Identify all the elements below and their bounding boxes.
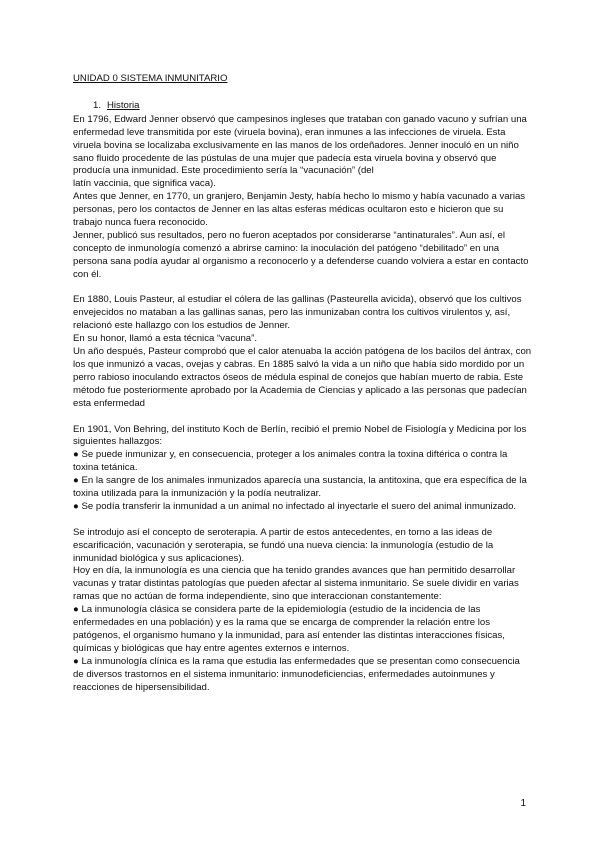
paragraph-gap [73,282,533,295]
paragraph-seroterapia: Se introdujo así el concepto de seroterapia. A partir de estos antecedentes, en torno a las ideas de escarificación, vacunación y seroterapia, se fundó una nueva ciencia: la inmunología (estudio de la inmunidad biológica y sus aplicaciones). [73,526,494,564]
section-heading [93,100,533,113]
paragraph-jenner-latin: latín vaccinia, que significa vaca). [73,178,216,190]
bullet-item: ● Se puede inmunizar y, en consecuencia, proteger a los animales contra la toxina diftérica o contra la toxina tetánica. [73,449,508,474]
paragraph-gap [73,514,533,527]
paragraph-jenner-results: Jenner, publicó sus resultados, pero no fueron aceptados por considerarse “antinaturales”. Aun así, el concepto de inmunología comenzó a abrirse camino: la inoculación del patógeno “debilitado” en una persona sana podía ayudar al organismo a reconocerlo y a defenderse cuando volviera a estar en contacto con él. [73,229,529,280]
paragraph-behring-1901: En 1901, Von Behring, del instituto Koch de Berlín, recibió el premio Nobel de Fisiología y Medicina por los siguientes hallazgos: [73,423,527,448]
paragraph-gap [73,411,533,424]
section-number: 1. [93,99,102,111]
paragraph-jesty-1770: Antes que Jenner, en 1770, un granjero, Benjamin Jesty, había hecho lo mismo y había vacunado a varias personas, pero los contactos de Jenner en las altas esferas médicas ocultaron esto e hicieron que su trabajo nunca fuera reconocido. [73,191,526,229]
paragraph-pasteur-honor: En su honor, llamó a esta técnica “vacuna”. [73,333,257,345]
document-body [73,73,533,695]
document-title: UNIDAD 0 SISTEMA INMUNITARIO [73,73,228,84]
paragraph-pasteur-anthrax: Un año después, Pasteur comprobó que el calor atenuaba la acción patógena de los bacilos del ántrax, con los que inmunizó a vacas, ovejas y cabras. En 1885 salvó la vida a un niño que había sido mordido por un perro rabioso inoculando extractos óseos de médula espinal de conejos que habían muerto de rabia. Este método fue posteriormente aprobado por la Academia de Ciencias y aplicado a las personas que padecían esta enfermedad [73,346,532,409]
bullet-item: ● Se podía transferir la inmunidad a un animal no infectado al inyectarle el suero del animal inmunizado. [73,500,517,512]
section-title: Historia [107,99,140,111]
paragraph-jenner-1796: En 1796, Edward Jenner observó que campesinos ingleses que trataban con ganado vacuno y sufrían una enfermedad leve transmitida por este (viruela bovina), eran inmunes a las infecciones de viruela. Esta viruela bovina se localizaba exclusivamente en las manos de los ordeñadores. Jenner inoculó en un niño sano fluido procedente de las pústulas de una mujer que padecía esta viruela bovina y observó que producía una inmunidad. Este procedimiento sería la “vacunación” (del [73,113,527,177]
paragraph-pasteur-1880: En 1880, Louis Pasteur, al estudiar el cólera de las gallinas (Pasteurella avicida), observó que los cultivos envejecidos no mataban a las gallinas sanas, pero las inmunizaban contra los cultivos virulentos y, así, relacionó este hallazgo con los estudios de Jenner. [73,294,522,332]
bullet-item: ● La inmunología clásica se considera parte de la epidemiología (estudio de la incidencia de las enfermedades en una población) y es la rama que se encarga de comprender la relación entre los patógenos, el organismo humano y la inmunidad, para así entender las distintas interacciones físicas, químicas y biológicas que hay entre agentes externos e internos. [73,604,505,654]
paragraph-inmunologia-hoy: Hoy en día, la inmunología es una ciencia que ha tenido grandes avances que han permitido desarrollar vacunas y tratar distintas patologías que pueden afectar al sistema inmunitario. Se suele dividir en varias ramas que no actúan de forma independiente, sino que interaccionan constantemente: [73,565,519,603]
bullet-item: ● En la sangre de los animales inmunizados aparecía una sustancia, la antitoxina, que era específica de la toxina utilizada para la inmunización y la podía neutralizar. [73,475,527,500]
bullet-item: ● La inmunología clínica es la rama que estudia las enfermedades que se presentan como consecuencia de diversos trastornos en el sistema inmunitario: inmunodeficiencias, enfermedades autoinmunes y reacciones de hipersensibilidad. [73,655,520,693]
page-number: 1 [520,798,526,809]
